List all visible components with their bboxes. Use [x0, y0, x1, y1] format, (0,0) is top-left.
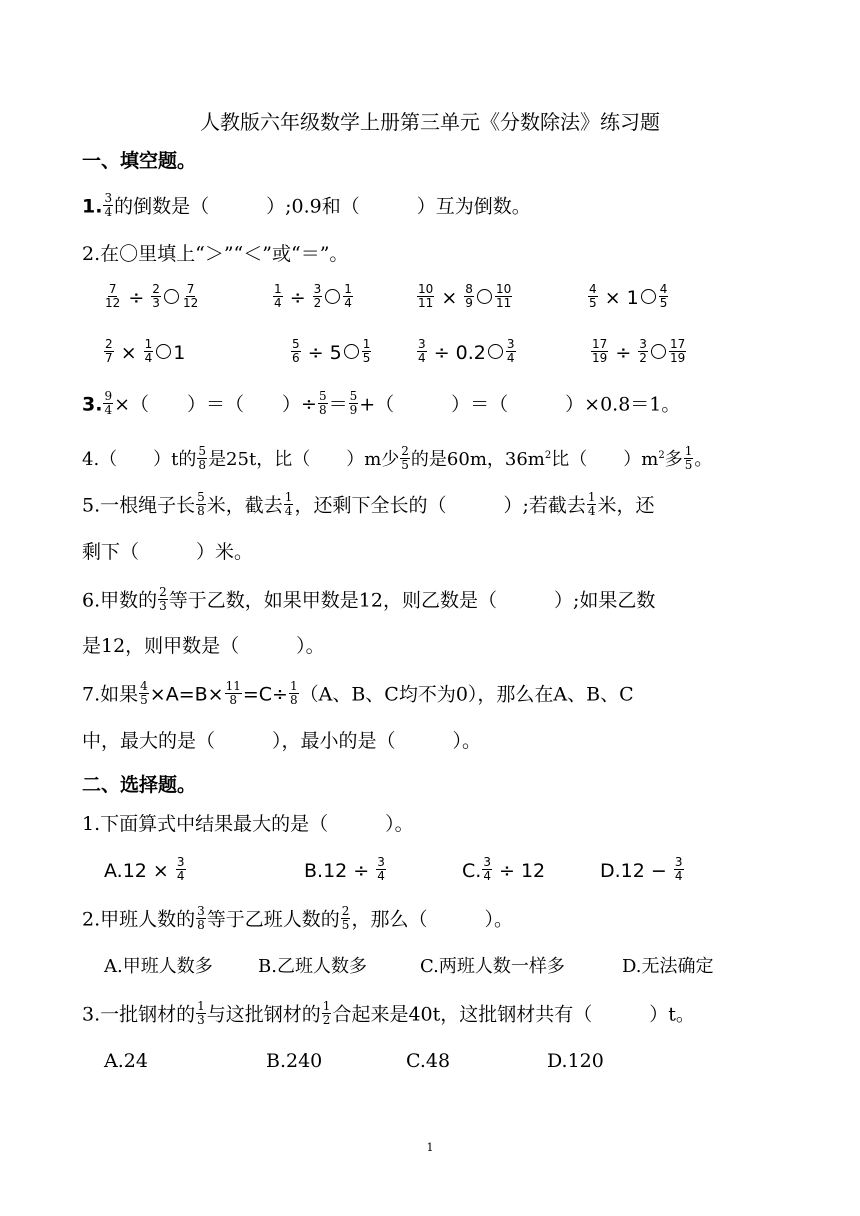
fraction: $\frac{3}{4}$	[104, 191, 113, 219]
choice-question-3: 3.一批钢材的 $\frac{1}{3}$ 与这批钢材的 $\frac{1}{2}$ 合起来是40t，这批钢材共有（ ）t。	[82, 999, 695, 1027]
answer-circle[interactable]	[344, 344, 359, 359]
choice-1-option-a[interactable]: A.12 × $\frac{3}{4}$	[104, 855, 185, 883]
compare-2: $\frac{1}{4}$ ÷ $\frac{3}{2}$ $\frac{1}{4}$	[274, 282, 352, 310]
choice-2-option-c[interactable]: C.两班人数一样多	[420, 956, 565, 977]
question-2: 2.在〇里填上“＞”“＜”或“＝”。	[82, 243, 349, 265]
question-4: 4.（ ）t的 $\frac{5}{8}$ 是25t，比（ ）m少 $\frac{2}{5}$ 的是60m，$36m^2$比（ ）$m^2$多 $\frac{1}{5}$ 。	[82, 443, 713, 472]
compare-3: $\frac{10}{11}$ × $\frac{8}{9}$ $\frac{10}{11}$	[418, 282, 512, 310]
choice-3-option-c[interactable]: C.48	[406, 1050, 451, 1072]
answer-circle[interactable]	[641, 289, 656, 304]
choice-2-option-d[interactable]: D.无法确定	[622, 956, 714, 977]
choice-1-option-d[interactable]: D.12 − $\frac{3}{4}$	[600, 855, 683, 883]
choice-2-option-b[interactable]: B.乙班人数多	[258, 956, 367, 977]
answer-circle[interactable]	[477, 289, 492, 304]
choice-3-option-d[interactable]: D.120	[547, 1050, 604, 1072]
section-heading-fill-in: 一、填空题。	[82, 150, 197, 172]
question-7: 7.如果 $\frac{4}{5}$ ×A=B× $\frac{11}{8}$ =C÷ $\frac{1}{8}$ （A、B、C均不为0），那么在A、B、C	[82, 679, 634, 707]
q1-text: 的倒数是（ ）;0.9和（ ）互为倒数。	[114, 195, 531, 218]
answer-circle[interactable]	[164, 289, 179, 304]
section-heading-choice: 二、选择题。	[82, 774, 197, 796]
choice-3-option-a[interactable]: A.24	[104, 1050, 148, 1072]
answer-circle[interactable]	[156, 344, 171, 359]
question-1	[82, 191, 531, 221]
question-6: 6.甲数的 $\frac{2}{3}$ 等于乙数，如果甲数是12，则乙数是（ ）;如果乙数	[82, 585, 656, 613]
question-5: 5.一根绳子长 $\frac{5}{8}$ 米，截去 $\frac{1}{4}$ ，还剩下全长的（ ）;若截去 $\frac{1}{4}$ 米，还	[82, 490, 655, 518]
question-5-cont: 剩下（ ）米。	[82, 541, 254, 563]
choice-2-option-a[interactable]: A.甲班人数多	[104, 956, 213, 977]
choice-3-option-b[interactable]: B.240	[266, 1050, 323, 1072]
question-3: 3. $\frac{9}{4}$ ×（ ）＝（ ）÷ $\frac{5}{8}$ ＝ $\frac{5}{9}$ +（ ）＝（ ）×0.8＝1。	[82, 389, 681, 417]
answer-circle[interactable]	[651, 344, 666, 359]
compare-8: $\frac{17}{19}$ ÷ $\frac{3}{2}$ $\frac{17}{19}$	[592, 337, 686, 365]
page-number: 1	[426, 1141, 434, 1154]
compare-4: $\frac{4}{5}$ × 1 $\frac{4}{5}$	[589, 282, 668, 310]
question-6-cont: 是12，则甲数是（ ）。	[82, 635, 325, 657]
answer-circle[interactable]	[325, 289, 340, 304]
choice-1-option-b[interactable]: B.12 ÷ $\frac{3}{4}$	[304, 855, 385, 883]
page-title: 人教版六年级数学上册第三单元《分数除法》练习题	[200, 110, 660, 134]
answer-circle[interactable]	[488, 344, 503, 359]
choice-question-2: 2.甲班人数的 $\frac{3}{8}$ 等于乙班人数的 $\frac{2}{5}$ ，那么（ ）。	[82, 904, 513, 932]
question-7-cont: 中，最大的是（ ），最小的是（ ）。	[82, 730, 482, 752]
compare-6: $\frac{5}{6}$ ÷ 5 $\frac{1}{5}$	[292, 337, 371, 365]
choice-1-option-c[interactable]: C. $\frac{3}{4}$ ÷ 12	[462, 855, 546, 883]
compare-7: $\frac{3}{4}$ ÷ 0.2 $\frac{3}{4}$	[418, 337, 515, 365]
compare-5: $\frac{2}{7}$ × $\frac{1}{4}$ 1	[105, 337, 186, 365]
q1-number: 1.	[82, 195, 103, 218]
choice-question-1: 1.下面算式中结果最大的是（ ）。	[82, 813, 414, 835]
compare-1: $\frac{7}{12}$ ÷ $\frac{2}{3}$ $\frac{7}{12}$	[105, 282, 199, 310]
